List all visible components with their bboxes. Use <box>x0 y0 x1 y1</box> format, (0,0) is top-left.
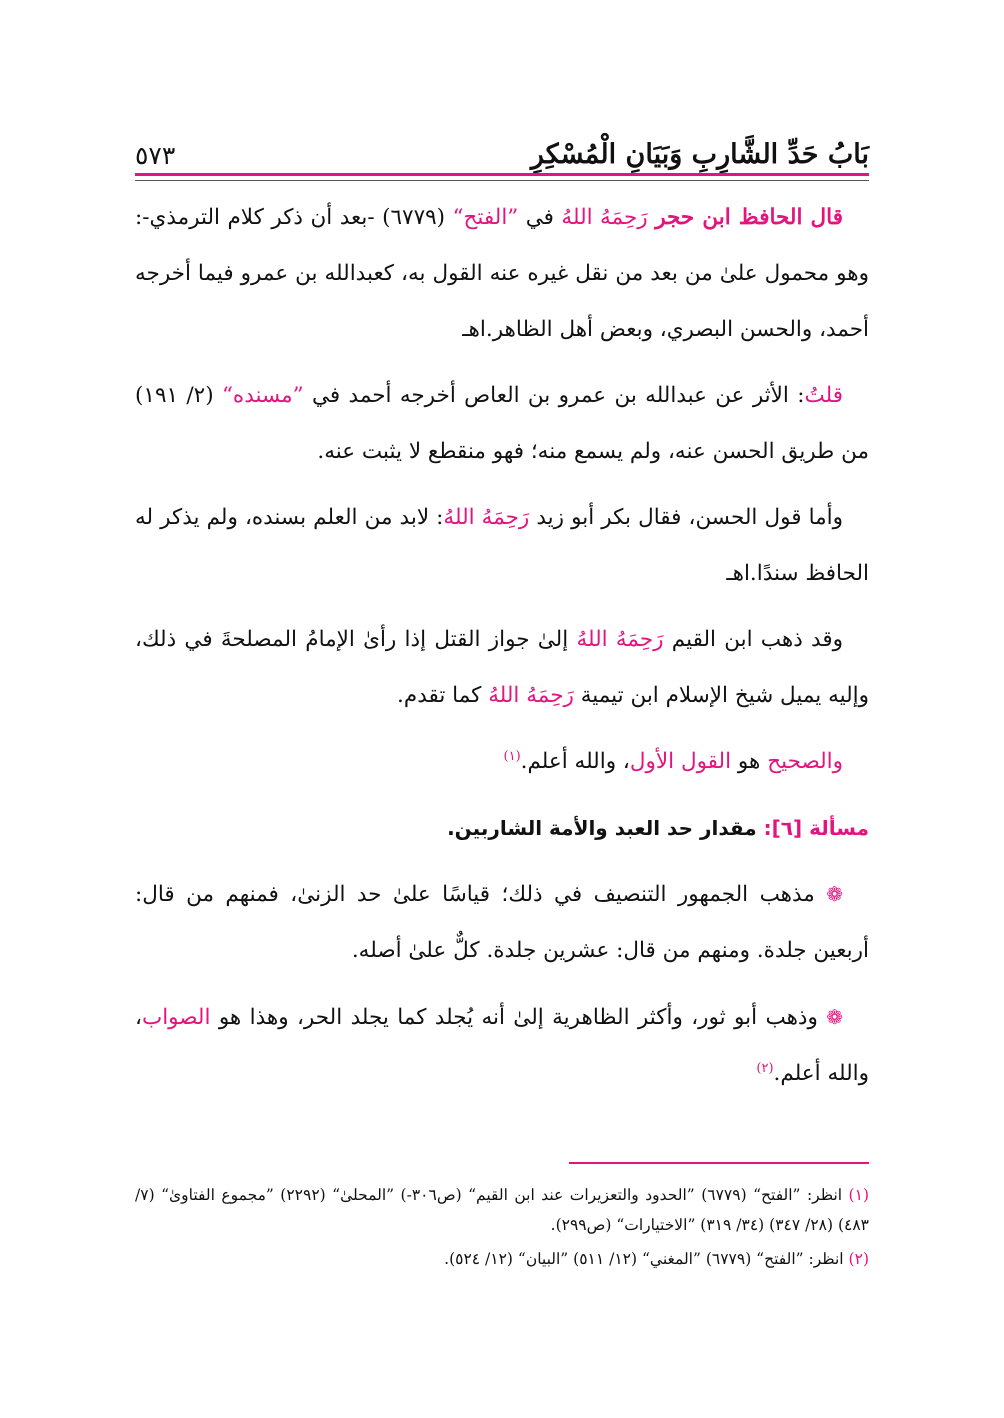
main-text <box>135 190 869 1112</box>
paragraph-qultu <box>135 368 869 480</box>
paragraph-text: (٦٧٧٩) -بعد أن ذكر كلام الترمذي-: وهو محمول علىٰ من بعد من نقل غيره عنه القول به، كعبدالله بن عمرو فيما أخرجه أحمد، والحسن البصري، وبعض أهل الظاهر.اهـ <box>135 205 869 342</box>
footnote-number: (٢) <box>848 1250 869 1268</box>
highlight-phrase: الصواب <box>141 1005 211 1030</box>
header-rule-thin <box>135 180 869 181</box>
paragraph-text: كما تقدم. <box>397 683 489 708</box>
paragraph-text: : لابد من العلم بسنده، ولم يذكر له الحافظ سندًا.اهـ <box>135 505 869 586</box>
footnote-2 <box>135 1244 869 1274</box>
lead-word: والصحيح <box>767 749 843 774</box>
paragraph-text: وأما قول الحسن، فقال بكر أبو زيد <box>529 505 843 530</box>
paragraph-text: إلىٰ جواز القتل إذا رأىٰ الإمامُ المصلحةَ في ذلك، وإليه يميل شيخ الإسلام ابن تيمية <box>135 627 869 708</box>
paragraph-text: مذهب الجمهور التنصيف في ذلك؛ قياسًا علىٰ حد الزنىٰ، فمنهم من قال: أربعين جلدة. ومنهم من قال: عشرين جلدة. كلٌّ علىٰ أصله. <box>135 882 869 963</box>
paragraph-text: (٢/ ١٩١) من طريق الحسن عنه، ولم يسمع منه؛ فهو منقطع لا يثبت عنه. <box>135 383 869 464</box>
honorific: رَحِمَهُ اللهُ <box>443 505 530 530</box>
footnote-separator <box>569 1162 869 1164</box>
book-title: ”مسنده“ <box>221 383 304 408</box>
chapter-title: بَابُ حَدِّ الشَّارِبِ وَبَيَانِ الْمُسْكِرِ <box>530 139 869 170</box>
paragraph-hasan <box>135 490 869 602</box>
paragraph-jumhur <box>135 866 869 979</box>
paragraph-ibn-hajar <box>135 190 869 358</box>
masala-label: مسألة [٦]: <box>763 816 869 840</box>
honorific: رَحِمَهُ اللهُ <box>561 205 648 230</box>
honorific: رَحِمَهُ اللهُ <box>576 627 664 652</box>
footnote-text: انظر: ”الفتح“ (٦٧٧٩) ”الحدود والتعزيرات عند ابن القيم“ (ص٣٠٦-) ”المحلىٰ“ (٢٢٩٢) ”مجموع الفتاوىٰ“ (٧/ ٤٨٣) (٢٨/ ٣٤٧) (٣٤/ ٣١٩) ”الاختيارات“ (ص٢٩٩). <box>135 1186 869 1234</box>
paragraph-ibn-qayyim <box>135 612 869 724</box>
paragraph-text: هو <box>731 749 768 774</box>
masala-title: مقدار حد العبد والأمة الشاربين. <box>447 816 764 840</box>
footnotes <box>135 1180 869 1278</box>
flower-bullet-icon: ❁ <box>826 882 843 906</box>
page-header <box>135 118 869 170</box>
footnote-1 <box>135 1180 869 1240</box>
paragraph-text: في <box>518 205 562 230</box>
footnote-ref-1[interactable]: (١) <box>503 748 521 764</box>
footnote-ref-2[interactable]: (٢) <box>756 1060 774 1076</box>
paragraph-text: : الأثر عن عبدالله بن عمرو بن العاص أخرجه أحمد في <box>303 383 805 408</box>
masala-heading <box>135 800 869 856</box>
honorific: رَحِمَهُ اللهُ <box>488 683 574 708</box>
paragraph-conclusion <box>135 734 869 790</box>
header-rule-accent <box>135 173 869 176</box>
paragraph-text: ، والله أعلم. <box>135 1005 869 1086</box>
paragraph-text: وقد ذهب ابن القيم <box>663 627 844 652</box>
paragraph-text: ، والله أعلم. <box>520 749 630 774</box>
book-title: ”الفتح“ <box>452 205 519 230</box>
speaker-name: قال الحافظ ابن حجر <box>655 205 843 230</box>
lead-word: قلتُ <box>804 383 843 408</box>
paragraph-abu-thawr <box>135 989 869 1102</box>
footnote-number: (١) <box>848 1186 869 1204</box>
flower-bullet-icon: ❁ <box>826 1005 843 1029</box>
highlight-phrase: القول الأول <box>629 749 732 774</box>
page-number: ٥٧٣ <box>135 141 176 170</box>
paragraph-text: وذهب أبو ثور، وأكثر الظاهرية إلىٰ أنه يُجلد كما يجلد الحر، وهذا هو <box>210 1005 827 1030</box>
footnote-text: انظر: ”الفتح“ (٦٧٧٩) ”المغني“ (١٢/ ٥١١) ”البيان“ (١٢/ ٥٢٤). <box>444 1250 849 1268</box>
